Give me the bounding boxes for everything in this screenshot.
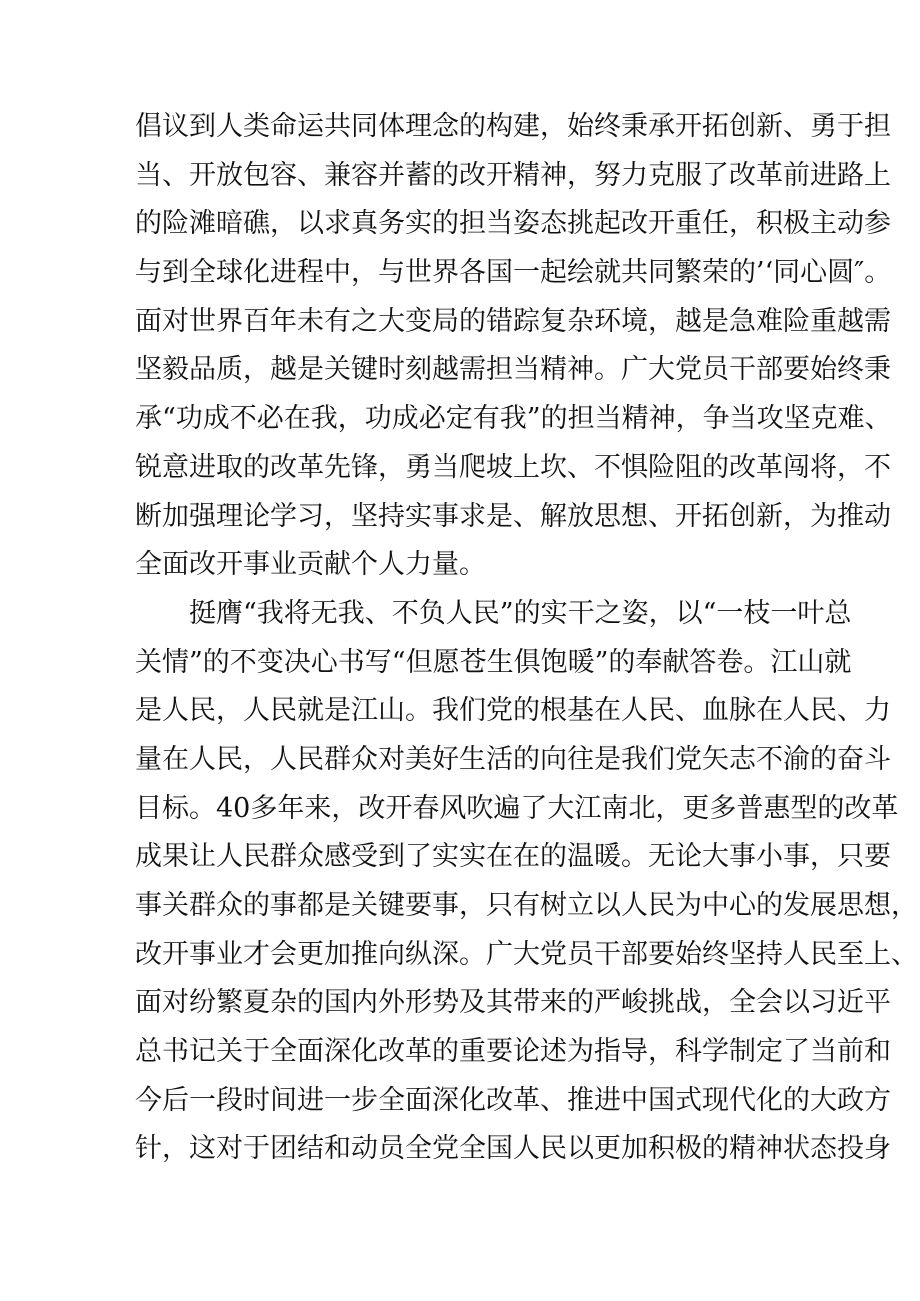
text-line: 面对纷繁夏杂的国内外形势及其带来的严峻挑战，全会以习近平 bbox=[135, 987, 891, 1019]
text-line: 面对世界百年未有之大变局的错踪复杂环境，越是急难险重越需 bbox=[135, 305, 891, 337]
text-line: 是人民，人民就是江山。我们党的根基在人民、血脉在人民、力 bbox=[135, 695, 891, 727]
text-line: 改开事业才会更加推向纵深。广大党员干部要始终坚持人民至上、 bbox=[135, 938, 918, 970]
text-line: 倡议到人类命运共同体理念的构建，始终秉承开拓创新、勇于担 bbox=[135, 111, 891, 142]
text-line: 坚毅品质，越是关键时刻越需担当精神。广大党员干部要始终秉 bbox=[135, 354, 891, 386]
text-line: 的险滩暗礁，以求真务实的担当姿态挑起改开重任，积极主动参 bbox=[135, 208, 891, 240]
text-line: 关情”的不变决心书写“但愿苍生俱饱暖”的奉献答卷。江山就 bbox=[135, 646, 852, 678]
text-line: 与到全球化进程中，与世界各国一起绘就共同繁荣的’‘同心圆″。 bbox=[135, 257, 892, 289]
text-line: 当、开放包容、兼容并蓄的改开精神，努力克服了改革前进路上 bbox=[135, 159, 891, 191]
text-line: 成果让人民群众感受到了实实在在的温暖。无论大事小事，只要 bbox=[135, 841, 891, 873]
text-line: 总书记关于全面深化改革的重要论述为指导，科学制定了当前和 bbox=[135, 1036, 891, 1068]
text-line: 量在人民，人民群众对美好生活的向往是我们党矢志不渝的奋斗 bbox=[135, 743, 891, 775]
text-line: 针，这对于团结和动员全党全国人民以更加积极的精神状态投身 bbox=[135, 1133, 891, 1165]
text-line: 目标。40多年来，改开春风吹遍了大江南北，更多普惠型的改革 bbox=[135, 792, 899, 824]
text-line: 事关群众的事都是关键要事，只有树立以人民为中心的发展思想， bbox=[135, 890, 918, 921]
body-text bbox=[135, 103, 918, 1174]
text-line: 锐意进取的改革先锋，勇当爬坡上坎、不惧险阻的改革闯将，不 bbox=[135, 451, 891, 483]
text-line: 断加强理论学习，坚持实事求是、解放思想、开拓创新，为推动 bbox=[135, 500, 891, 532]
text-line: 今后一段时间进一步全面深化改革、推进中国式现代化的大政方 bbox=[135, 1084, 891, 1116]
text-line: 承“功成不必在我，功成必定有我”的担当精神，争当攻坚克难、 bbox=[135, 403, 892, 435]
text-line: 全面改开事业贡献个人力量。 bbox=[135, 549, 486, 581]
paragraph-first-line: 挺膺“我将无我、不负人民”的实干之姿，以“一枝一叶总 bbox=[189, 597, 852, 629]
